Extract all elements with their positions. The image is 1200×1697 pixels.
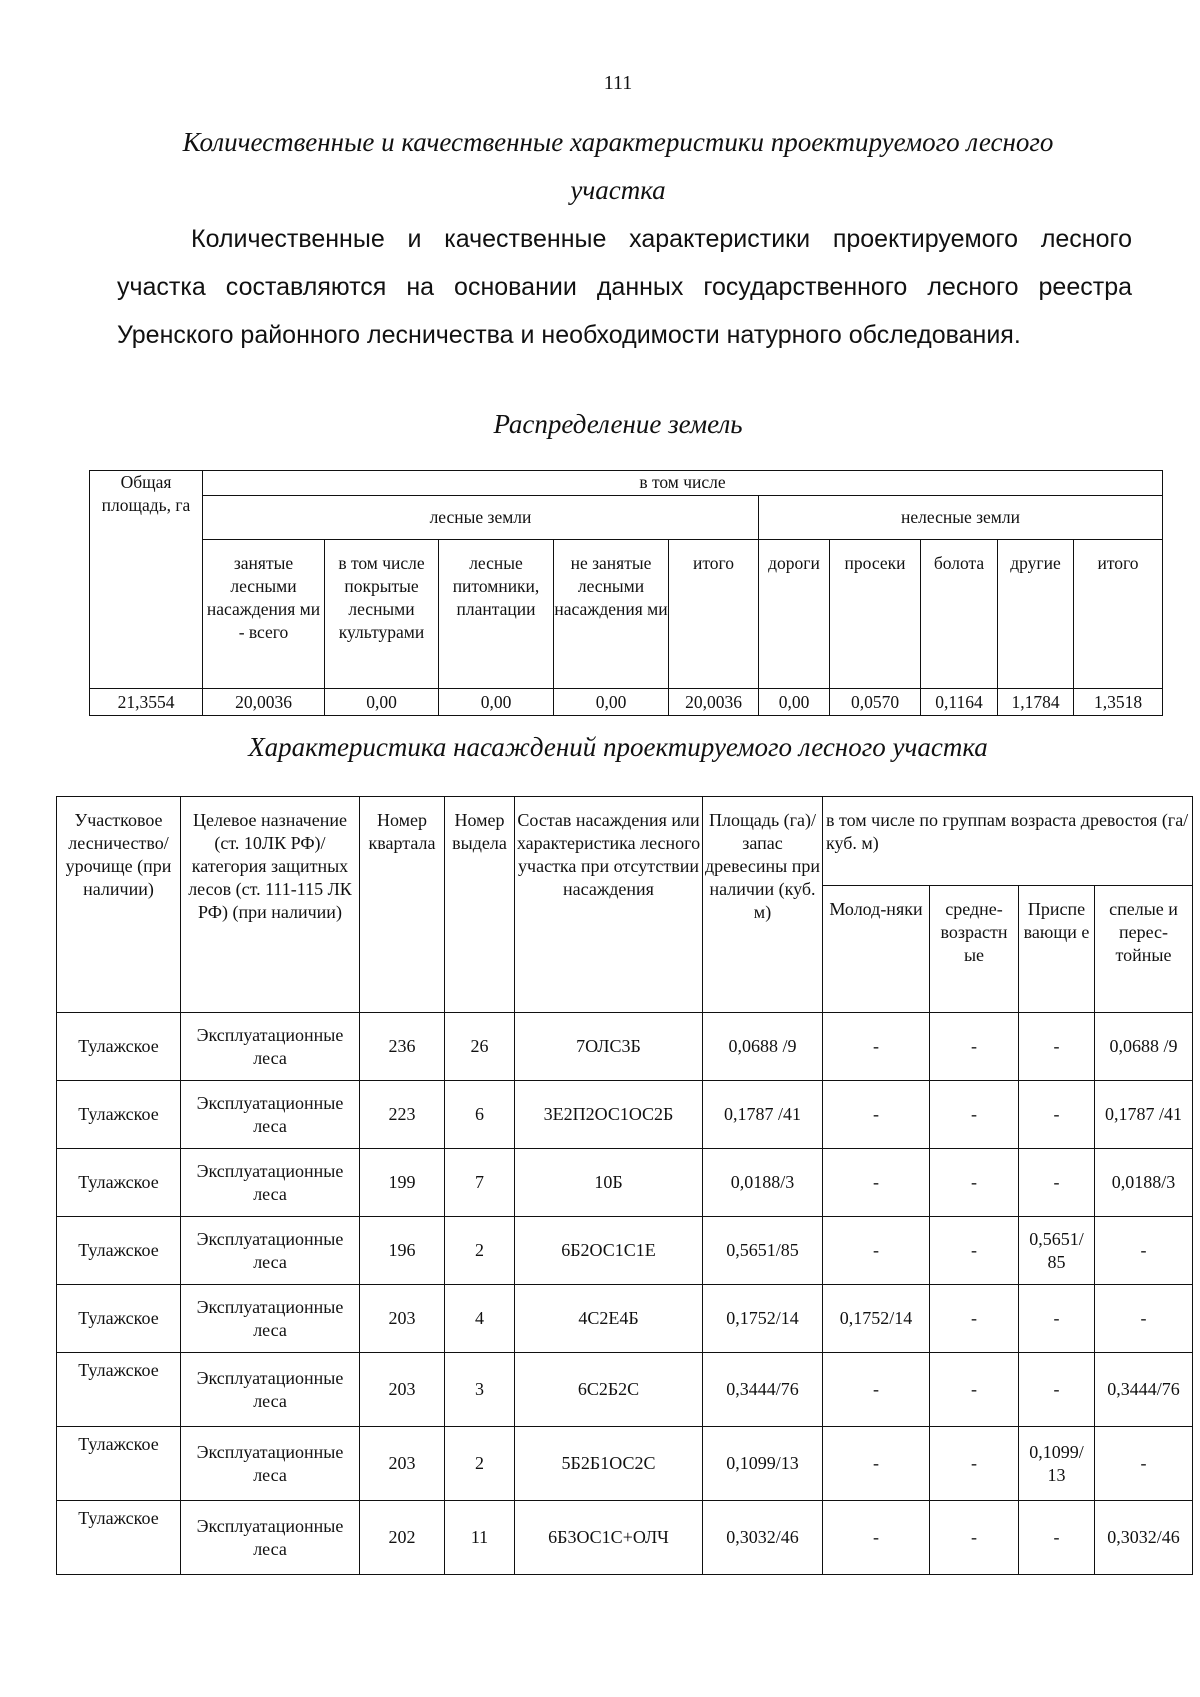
cell-maturing: - bbox=[1019, 1285, 1095, 1353]
cell-forestry: Тулажское bbox=[57, 1081, 181, 1149]
land-distribution-table bbox=[89, 470, 1163, 716]
cell-area: 0,3032/46 bbox=[703, 1501, 823, 1575]
total-area-header: Общая площадь, га bbox=[90, 471, 203, 689]
cell-middle: - bbox=[930, 1013, 1019, 1081]
land-value: 0,1164 bbox=[921, 689, 998, 716]
area-header: Площадь (га)/ запас древесины при наличии (куб. м) bbox=[703, 797, 823, 1013]
cell-composition: 4С2Е4Б bbox=[515, 1285, 703, 1353]
section-title bbox=[0, 118, 1200, 214]
cell-quarter: 196 bbox=[360, 1217, 445, 1285]
cell-section: 26 bbox=[445, 1013, 515, 1081]
cell-maturing: 0,5651/ 85 bbox=[1019, 1217, 1095, 1285]
cell-middle: - bbox=[930, 1081, 1019, 1149]
cell-area: 0,0188/3 bbox=[703, 1149, 823, 1217]
cell-quarter: 203 bbox=[360, 1353, 445, 1427]
cell-forestry: Тулажское bbox=[57, 1285, 181, 1353]
table-row bbox=[57, 1013, 1193, 1081]
land-subheader: итого bbox=[669, 540, 759, 689]
cell-purpose: Эксплуатационные леса bbox=[181, 1285, 360, 1353]
cell-purpose: Эксплуатационные леса bbox=[181, 1427, 360, 1501]
cell-section: 2 bbox=[445, 1427, 515, 1501]
cell-area: 0,3444/76 bbox=[703, 1353, 823, 1427]
table-row bbox=[57, 1149, 1193, 1217]
table-row bbox=[57, 1217, 1193, 1285]
land-value: 21,3554 bbox=[90, 689, 203, 716]
cell-young: - bbox=[823, 1081, 930, 1149]
age-groups-header: в том числе по группам возраста древостоя (га/куб. м) bbox=[823, 797, 1193, 886]
cell-mature: 0,0688 /9 bbox=[1095, 1013, 1193, 1081]
cell-quarter: 236 bbox=[360, 1013, 445, 1081]
land-value: 0,00 bbox=[759, 689, 830, 716]
table-row bbox=[57, 1501, 1193, 1575]
cell-maturing: - bbox=[1019, 1013, 1095, 1081]
land-subheader: дороги bbox=[759, 540, 830, 689]
cell-section: 2 bbox=[445, 1217, 515, 1285]
land-value: 0,00 bbox=[554, 689, 669, 716]
land-table-caption: Распределение земель bbox=[493, 409, 743, 439]
cell-composition: 6С2Б2С bbox=[515, 1353, 703, 1427]
cell-quarter: 202 bbox=[360, 1501, 445, 1575]
cell-quarter: 199 bbox=[360, 1149, 445, 1217]
cell-quarter: 203 bbox=[360, 1285, 445, 1353]
cell-maturing: - bbox=[1019, 1353, 1095, 1427]
middle-aged-header: средне-возрастн ые bbox=[930, 886, 1019, 1013]
cell-mature: 0,1787 /41 bbox=[1095, 1081, 1193, 1149]
cell-young: - bbox=[823, 1149, 930, 1217]
stand-rows bbox=[57, 1013, 1193, 1575]
land-subheader: лесные питомники, плантации bbox=[439, 540, 554, 689]
cell-area: 0,1752/14 bbox=[703, 1285, 823, 1353]
cell-area: 0,0688 /9 bbox=[703, 1013, 823, 1081]
cell-purpose: Эксплуатационные леса bbox=[181, 1013, 360, 1081]
including-header: в том числе bbox=[203, 471, 1163, 496]
forest-lands-header: лесные земли bbox=[203, 496, 759, 540]
cell-purpose: Эксплуатационные леса bbox=[181, 1081, 360, 1149]
cell-middle: - bbox=[930, 1353, 1019, 1427]
land-subheader: другие bbox=[998, 540, 1074, 689]
table-row bbox=[57, 1081, 1193, 1149]
cell-young: - bbox=[823, 1353, 930, 1427]
cell-maturing: - bbox=[1019, 1149, 1095, 1217]
forestry-header: Участковое лесничество/ урочище (при наличии) bbox=[57, 797, 181, 1013]
cell-mature: - bbox=[1095, 1285, 1193, 1353]
cell-middle: - bbox=[930, 1501, 1019, 1575]
cell-section: 6 bbox=[445, 1081, 515, 1149]
cell-quarter: 203 bbox=[360, 1427, 445, 1501]
stand-table-caption: Характеристика насаждений проектируемого лесного участка bbox=[248, 732, 988, 762]
mature-header: спелые и перес-тойные bbox=[1095, 886, 1193, 1013]
cell-purpose: Эксплуатационные леса bbox=[181, 1501, 360, 1575]
land-subheader: итого bbox=[1074, 540, 1163, 689]
cell-section: 11 bbox=[445, 1501, 515, 1575]
cell-mature: 0,3444/76 bbox=[1095, 1353, 1193, 1427]
land-values-row bbox=[90, 689, 1163, 716]
page-number: 111 bbox=[603, 72, 633, 94]
cell-purpose: Эксплуатационные леса bbox=[181, 1149, 360, 1217]
quarter-header: Номер квартала bbox=[360, 797, 445, 1013]
cell-purpose: Эксплуатационные леса bbox=[181, 1217, 360, 1285]
cell-forestry: Тулажское bbox=[57, 1353, 181, 1427]
section-title-line-1: Количественные и качественные характеристики проектируемого лесного bbox=[182, 127, 1054, 157]
cell-area: 0,5651/85 bbox=[703, 1217, 823, 1285]
cell-composition: 7ОЛС3Б bbox=[515, 1013, 703, 1081]
cell-composition: 10Б bbox=[515, 1149, 703, 1217]
land-subheader: занятые лесными насаждения ми - всего bbox=[203, 540, 325, 689]
land-subheader: в том числе покрытые лесными культурами bbox=[325, 540, 439, 689]
cell-middle: - bbox=[930, 1217, 1019, 1285]
cell-composition: 5Б2Б1ОС2С bbox=[515, 1427, 703, 1501]
land-subheader: болота bbox=[921, 540, 998, 689]
cell-mature: - bbox=[1095, 1427, 1193, 1501]
table-row bbox=[57, 1427, 1193, 1501]
cell-middle: - bbox=[930, 1427, 1019, 1501]
land-value: 20,0036 bbox=[203, 689, 325, 716]
cell-forestry: Тулажское bbox=[57, 1217, 181, 1285]
land-value: 0,0570 bbox=[830, 689, 921, 716]
maturing-header: Приспе вающи е bbox=[1019, 886, 1095, 1013]
land-value: 1,3518 bbox=[1074, 689, 1163, 716]
land-subheader: не занятые лесными насаждения ми bbox=[554, 540, 669, 689]
cell-area: 0,1099/13 bbox=[703, 1427, 823, 1501]
composition-header: Состав насаждения или характеристика лесного участка при отсутствии насаждения bbox=[515, 797, 703, 1013]
intro-paragraph: Количественные и качественные характеристики проектируемого лесного участка составляются на основании данных государственного лесного реестра Уренского районного лесничества и необходимости натурного обследования. bbox=[117, 225, 1132, 349]
young-header: Молод-няки bbox=[823, 886, 930, 1013]
cell-maturing: - bbox=[1019, 1501, 1095, 1575]
cell-mature: 0,3032/46 bbox=[1095, 1501, 1193, 1575]
table-row bbox=[57, 1285, 1193, 1353]
stand-characteristics-table bbox=[56, 796, 1193, 1575]
cell-area: 0,1787 /41 bbox=[703, 1081, 823, 1149]
cell-purpose: Эксплуатационные леса bbox=[181, 1353, 360, 1427]
cell-young: - bbox=[823, 1217, 930, 1285]
cell-young: - bbox=[823, 1013, 930, 1081]
cell-young: - bbox=[823, 1501, 930, 1575]
cell-mature: 0,0188/3 bbox=[1095, 1149, 1193, 1217]
cell-section: 3 bbox=[445, 1353, 515, 1427]
cell-mature: - bbox=[1095, 1217, 1193, 1285]
cell-composition: 6Б2ОС1С1Е bbox=[515, 1217, 703, 1285]
cell-young: 0,1752/14 bbox=[823, 1285, 930, 1353]
cell-middle: - bbox=[930, 1149, 1019, 1217]
cell-maturing: 0,1099/ 13 bbox=[1019, 1427, 1095, 1501]
cell-maturing: - bbox=[1019, 1081, 1095, 1149]
cell-forestry: Тулажское bbox=[57, 1427, 181, 1501]
cell-composition: 3Е2П2ОС1ОС2Б bbox=[515, 1081, 703, 1149]
land-subheader: просеки bbox=[830, 540, 921, 689]
purpose-header: Целевое назначение (ст. 10ЛК РФ)/ категория защитных лесов (ст. 111-115 ЛК РФ) (при наличии) bbox=[181, 797, 360, 1013]
cell-composition: 6Б3ОС1С+ОЛЧ bbox=[515, 1501, 703, 1575]
section-header: Номер выдела bbox=[445, 797, 515, 1013]
cell-middle: - bbox=[930, 1285, 1019, 1353]
cell-quarter: 223 bbox=[360, 1081, 445, 1149]
cell-section: 4 bbox=[445, 1285, 515, 1353]
land-value: 0,00 bbox=[325, 689, 439, 716]
cell-section: 7 bbox=[445, 1149, 515, 1217]
cell-young: - bbox=[823, 1427, 930, 1501]
nonforest-lands-header: нелесные земли bbox=[759, 496, 1163, 540]
table-row bbox=[57, 1353, 1193, 1427]
land-value: 0,00 bbox=[439, 689, 554, 716]
cell-forestry: Тулажское bbox=[57, 1501, 181, 1575]
land-value: 1,1784 bbox=[998, 689, 1074, 716]
cell-forestry: Тулажское bbox=[57, 1149, 181, 1217]
cell-forestry: Тулажское bbox=[57, 1013, 181, 1081]
section-title-line-2: участка bbox=[570, 175, 666, 205]
land-value: 20,0036 bbox=[669, 689, 759, 716]
